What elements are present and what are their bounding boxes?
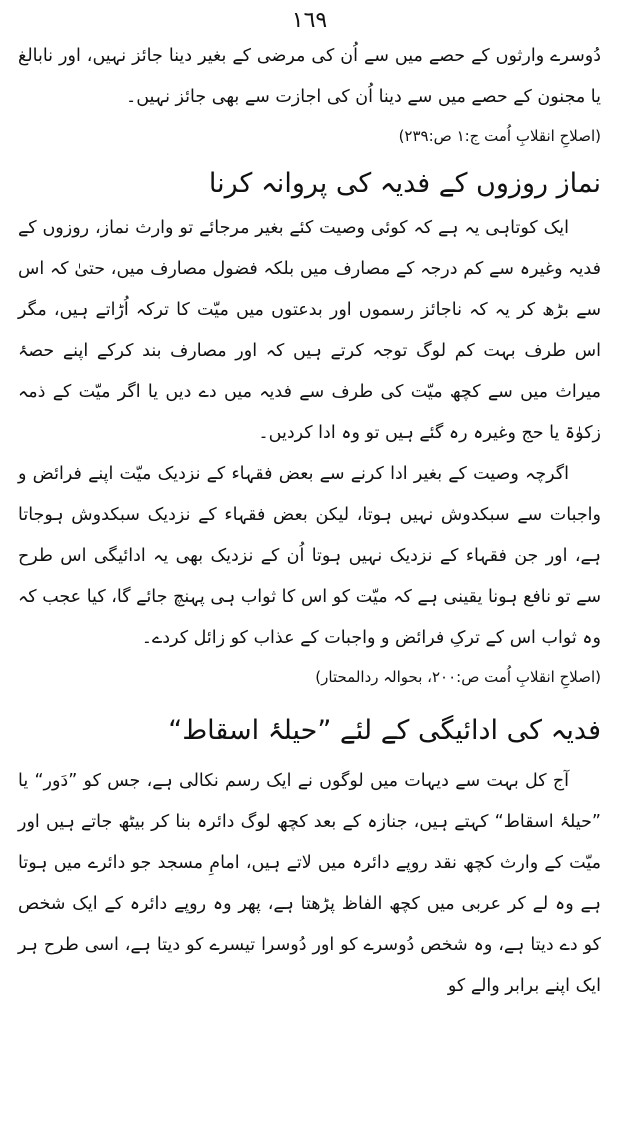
section-1-paragraph-2: اگرچہ وصیت کے بغیر ادا کرنے سے بعض فقہاء کے نزدیک میّت اپنے فرائض و واجبات سے سبکدوش نہیں ہوتا، لیکن بعض فقہاء کے نزدیک سبکدوش ہوجاتا ہے، اور جن فقہاء کے نزدیک نہیں ہوتا اُن کے نزدیک بھی یہ ادائیگی اس طرح سے تو نافع ہونا یقینی ہے کہ میّت کو اس کا ثواب ہی پہنچ جائے گا، کیا عجب کہ وہ ثواب اس کے ترکِ فرائض و واجبات کے عذاب کو زائل کردے۔ <box>18 464 601 648</box>
intro-paragraph: دُوسرے وارثوں کے حصے میں سے اُن کی مرضی کے بغیر دینا جائز نہیں، اور نابالغ یا مجنون کے حصے میں سے دینا اُن کی اجازت سے بھی جائز نہیں۔ <box>18 46 601 107</box>
citation-1: (اصلاحِ انقلابِ اُمت ج:١ ص:٢٣٩) <box>398 127 601 145</box>
section-1-paragraph-1: ایک کوتاہی یہ ہے کہ کوئی وصیت کئے بغیر مرجائے تو وارث نماز، روزوں کے فدیہ وغیرہ سے کم درجہ کے مصارف میں بلکہ فضول مصارف میں، حتیٰ کہ اس سے بڑھ کر یہ کہ ناجائز رسموں اور بدعتوں میں میّت کا ترکہ اُڑاتے ہیں، مگر اس طرف بہت کم لوگ توجہ کرتے ہیں کہ اور مصارف بند کرکے اپنے حصۂ میراث میں سے کچھ میّت کی طرف سے فدیہ میں دے دیں یا اگر میّت کے ذمہ زکوٰۃ یا حج وغیرہ رہ گئے ہیں تو وہ ادا کردیں۔ <box>18 218 601 443</box>
section-1-heading: نماز روزوں کے فدیہ کی پروانہ کرنا <box>208 168 601 199</box>
page-number: ١٦٩ <box>291 8 328 33</box>
section-2-heading: فدیہ کی ادائیگی کے لئے ”حیلۂ اسقاط“ <box>168 715 601 746</box>
section-1-citation: (اصلاحِ انقلابِ اُمت ص:٢٠٠، بحوالہ ردالمحتار) <box>315 668 601 686</box>
section-2-paragraph-1: آج کل بہت سے دیہات میں لوگوں نے ایک رسم نکالی ہے، جس کو ”دَور“ یا ”حیلۂ اسقاط“ کہتے ہیں، جنازہ کے بعد کچھ لوگ دائرہ بنا کر بیٹھ جاتے ہیں اور میّت کے وارث کچھ نقد روپے دائرہ میں لاتے ہیں، امامِ مسجد جو دائرے میں ہوتا ہے وہ لے کر عربی میں کچھ الفاظ پڑھتا ہے، پھر وہ روپے دائرہ کے ایک شخص کو دے دیتا ہے، وہ شخص دُوسرے کو اور دُوسرا تیسرے کو دیتا ہے، اسی طرح ہر ایک اپنے برابر والے کو <box>18 771 601 996</box>
